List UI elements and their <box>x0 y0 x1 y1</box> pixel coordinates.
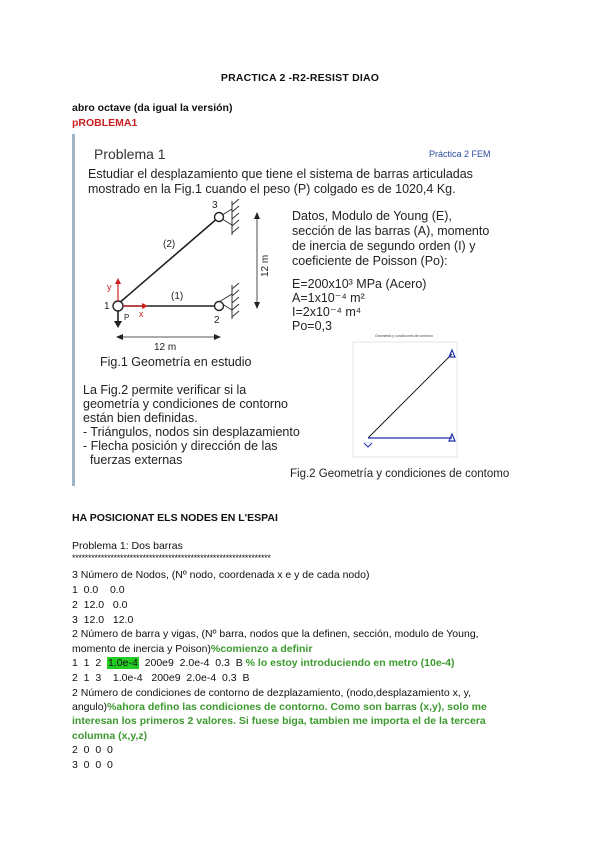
x-axis-label: x <box>139 309 144 319</box>
explain-line-2: geometría y condiciones de contorno <box>83 397 288 411</box>
explain-line-5: - Flecha posición y dirección de las <box>83 439 278 453</box>
statement-line-2: mostrado en la Fig.1 cuando el peso (P) colgado es de 1020,4 Kg. <box>88 182 456 196</box>
datos-line-4: coeficiente de Poisson (Po): <box>292 254 448 268</box>
node-row-2: 2 12.0 0.0 <box>72 599 128 611</box>
bar-2 <box>118 217 219 304</box>
problem-figure <box>72 134 528 486</box>
node-3-label: 3 <box>212 200 218 211</box>
bars-header-1: 2 Número de barra y vigas, (Nº barra, nodos que la definen, sección, modulo de Young, <box>72 628 479 640</box>
datos-line-2: sección de las barras (A), momento <box>292 224 490 238</box>
value-area: A=1x10⁻⁴ m² <box>292 291 365 305</box>
section-heading: HA POSICIONAT ELS NODES EN L'ESPAI <box>72 512 278 524</box>
node-1-label: 1 <box>104 301 110 312</box>
figure-heading: Problema 1 <box>94 146 166 162</box>
value-young: E=200x10³ MPa (Acero) <box>292 277 427 291</box>
datos-line-1: Datos, Modulo de Young (E), <box>292 209 452 223</box>
conditions-header-1: 2 Número de condiciones de contorno de dezplazamiento, (nodo,desplazamiento x, y, <box>72 687 472 699</box>
node-2-label: 2 <box>214 315 220 326</box>
vertical-dimension-label: 12 m <box>260 254 271 277</box>
bar-row-1 <box>72 656 455 671</box>
conditions-comment-3: columna (x,y,z) <box>72 730 148 742</box>
fig2-load-marker <box>364 443 372 447</box>
horizontal-dimension-label: 12 m <box>154 342 177 353</box>
load-arrow-head <box>114 321 122 328</box>
truss-diagram <box>92 199 292 359</box>
datos-line-3: de inercia de segundo orden (I) y <box>292 239 476 253</box>
fig2-plot <box>344 330 464 468</box>
page-title: PRACTICA 2 -R2-RESIST DIAO <box>220 72 380 84</box>
problem-subtitle: Problema 1: Dos barras <box>72 540 183 552</box>
explain-line-3: están bien definidas. <box>83 411 198 425</box>
bars-header-2 <box>72 642 312 657</box>
nodes-header: 3 Número de Nodos, (Nº nodo, coordenada x e y de cada nodo) <box>72 569 370 581</box>
value-inertia: I=2x10⁻⁴ m⁴ <box>292 305 362 319</box>
conditions-header-2 <box>72 700 487 715</box>
statement-line-1: Estudiar el desplazamiento que tiene el sistema de barras articuladas <box>88 167 473 181</box>
bar-row-2: 2 1 3 1.0e-4 200e9 2.0e-4 0.3 B <box>72 672 250 684</box>
conditions-header-2-comment: %ahora defino las condiciones de contorno. Como son barras (x,y), solo me <box>107 701 487 713</box>
node-2-circle <box>215 302 224 311</box>
condition-row-1: 2 0 0 0 <box>72 744 113 756</box>
bar-1-label: (1) <box>171 291 184 302</box>
support-3-hatch <box>232 199 239 205</box>
bar-2-label: (2) <box>163 239 176 250</box>
explain-line-6: fuerzas externas <box>83 453 183 467</box>
bar-row-1-comment: % lo estoy introduciendo en metro (10e-4) <box>242 657 455 669</box>
bar-row-1-values: 200e9 2.0e-4 0.3 B <box>138 657 243 669</box>
fig1-caption: Fig.1 Geometría en estudio <box>100 355 252 369</box>
conditions-header-2-text: angulo) <box>72 701 108 713</box>
node-3-circle <box>215 213 224 222</box>
explain-line-1: La Fig.2 permite verificar si la <box>83 383 247 397</box>
problem-label: pROBLEMA1 <box>72 117 138 129</box>
node-row-1: 1 0.0 0.0 <box>72 584 125 596</box>
fig2-support-3 <box>449 350 455 357</box>
y-axis-label: y <box>107 282 112 292</box>
bars-header-2-comment: %comienzo a definir <box>210 643 313 655</box>
y-arrow-head <box>115 278 121 284</box>
conditions-comment-2: interesan los primeros 2 valores. Si fuese biga, tambien me importa el de la tercera <box>72 715 486 727</box>
load-label: P <box>124 313 130 322</box>
node-1-circle <box>113 301 123 311</box>
fig2-caption: Fig.2 Geometría y condiciones de contomo <box>290 468 510 480</box>
intro-line: abro octave (da igual la versión) <box>72 102 233 114</box>
star-separator: ************************************************************** <box>72 553 271 563</box>
bars-header-2-text: momento de inercia y Poison) <box>72 643 211 655</box>
condition-row-2: 3 0 0 0 <box>72 759 113 771</box>
explain-line-4: - Triángulos, nodos sin desplazamiento <box>83 425 300 439</box>
bar-row-1-highlight: 1.0e-4 <box>108 657 138 669</box>
fig2-plot-title: Geometria y condiciones de contorno <box>375 334 433 338</box>
fig2-axes-box <box>353 342 457 457</box>
figure-corner-label: Práctica 2 FEM <box>429 149 491 159</box>
node-row-3: 3 12.0 12.0 <box>72 614 134 626</box>
bar-row-1-ids: 1 1 2 <box>72 657 108 669</box>
fig2-bar-2 <box>368 354 452 438</box>
figure-side-rule <box>72 134 75 486</box>
value-poisson: Po=0,3 <box>292 319 332 333</box>
